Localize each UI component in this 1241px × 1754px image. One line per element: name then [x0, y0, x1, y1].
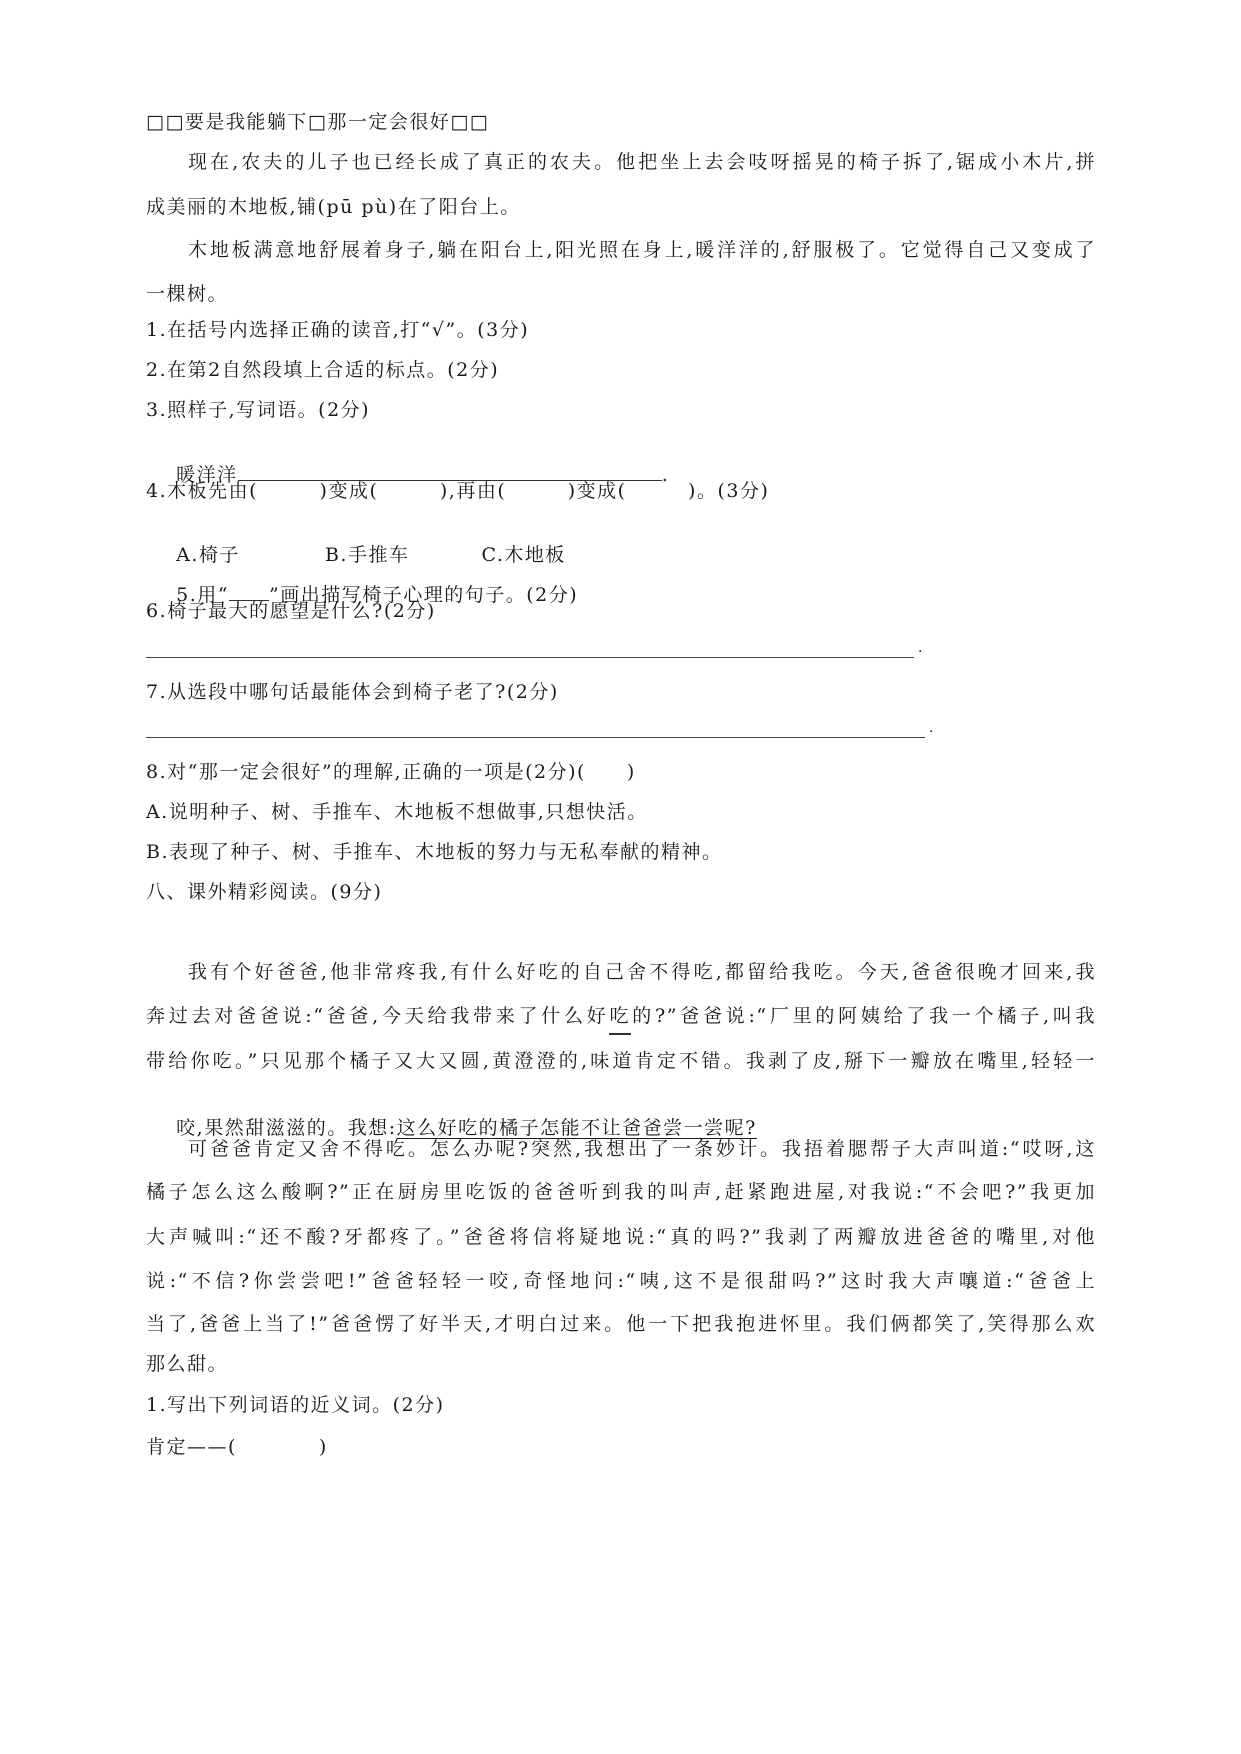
- paragraph-line: 当了,爸爸上当了!”爸爸愣了好半天,才明白过来。他一下把我抱进怀里。我们俩都笑了,笑得那么欢: [146, 1313, 1096, 1335]
- paragraph-line: 奔过去对爸爸说:“爸爸,今天给我带来了什么好吃的?”爸爸说:“厂里的阿姨给了我一个橘子,叫我: [146, 1005, 1096, 1027]
- answer-line-q7[interactable]: [146, 737, 925, 738]
- question-7: 7.从选段中哪句话最能体会到椅子老了?(2分): [146, 681, 559, 703]
- question-8-option-a: A.说明种子、树、手推车、木地板不想做事,只想快活。: [146, 801, 648, 823]
- question-3: 3.照样子,写词语。(2分): [146, 399, 371, 421]
- paragraph-line: 成美丽的木地板,铺(pū pù)在了阳台上。: [146, 196, 521, 218]
- option-a: A.椅子: [176, 544, 240, 566]
- paragraph-line: 可爸爸肯定又舍不得吃。怎么办呢?突然,我想出了一条妙计。我捂着腮帮子大声叫道:“哎呀,这: [188, 1138, 1096, 1160]
- question-8-option-b: B.表现了种子、树、手推车、木地板的努力与无私奉献的精神。: [146, 841, 723, 863]
- question-4: 4.木板先由( )变成( ),再由( )变成( )。(3分): [146, 480, 770, 502]
- paragraph-line: 大声喊叫:“还不酸?牙都疼了。”爸爸将信将疑地说:“真的吗?”我剥了两瓣放进爸爸的嘴里,对他: [146, 1226, 1096, 1248]
- period: .: [929, 720, 934, 736]
- dialogue-line: □□要是我能躺下□那一定会很好□□: [146, 111, 490, 133]
- paragraph-line: 现在,农夫的儿子也已经长成了真正的农夫。他把坐上去会吱呀摇晃的椅子拆了,锯成小木片,拼: [188, 151, 1096, 173]
- paragraph-line: 橘子怎么这么酸啊?”正在厨房里吃饭的爸爸听到我的叫声,赶紧跑进屋,对我说:“不会吧?”我更加: [146, 1181, 1096, 1203]
- paragraph-line: 咬,果然甜滋滋的。我想:这么好吃的橘子怎能不让爸爸尝一尝呢?: [176, 1117, 757, 1139]
- question-8: 8.对“那一定会很好”的理解,正确的一项是(2分)( ): [146, 761, 636, 783]
- section-heading: 八、课外精彩阅读。(9分): [146, 881, 383, 903]
- question-2: 2.在第2自然段填上合适的标点。(2分): [146, 359, 500, 381]
- question-1: 1.在括号内选择正确的读音,打“√”。(3分): [146, 319, 530, 341]
- paragraph-line: 说:“不信?你尝尝吧!”爸爸轻轻一咬,奇怪地问:“咦,这不是很甜吗?”这时我大声嚷道:“爸爸上: [146, 1270, 1096, 1292]
- paragraph-line: 一棵树。: [146, 283, 229, 305]
- answer-line-q6[interactable]: [146, 657, 914, 658]
- option-b: B.手推车: [324, 544, 410, 566]
- paragraph-line: 带给你吃。”只见那个橘子又大又圆,黄澄澄的,味道肯定不错。我剥了皮,掰下一瓣放在嘴里,轻轻一: [146, 1050, 1096, 1072]
- option-c: C.木地板: [481, 544, 566, 566]
- period: .: [661, 464, 670, 486]
- question-6: 6.椅子最大的愿望是什么?(2分): [146, 600, 436, 622]
- question-5: 5.用“ ”画出描写椅子心理的句子。(2分): [176, 584, 579, 606]
- paragraph-line: 我有个好爸爸,他非常疼我,有什么好吃的自己舍不得吃,都留给我吃。今天,爸爸很晚才回来,我: [188, 961, 1096, 983]
- paragraph-line: 那么甜。: [146, 1353, 229, 1375]
- passage-title: [609, 1033, 631, 1035]
- underlined-sentence: 这么好吃的橘子怎能不让爸爸尝一尝呢?: [396, 1117, 757, 1139]
- question-2-1: 1.写出下列词语的近义词。(2分): [146, 1394, 445, 1416]
- paragraph-line: 木地板满意地舒展着身子,躺在阳台上,阳光照在身上,暖洋洋的,舒服极了。它觉得自己又变成了: [188, 239, 1096, 261]
- example-word: 暖洋洋: [176, 464, 238, 486]
- synonym-item[interactable]: 肯定——( ): [146, 1436, 328, 1458]
- period: .: [918, 640, 923, 656]
